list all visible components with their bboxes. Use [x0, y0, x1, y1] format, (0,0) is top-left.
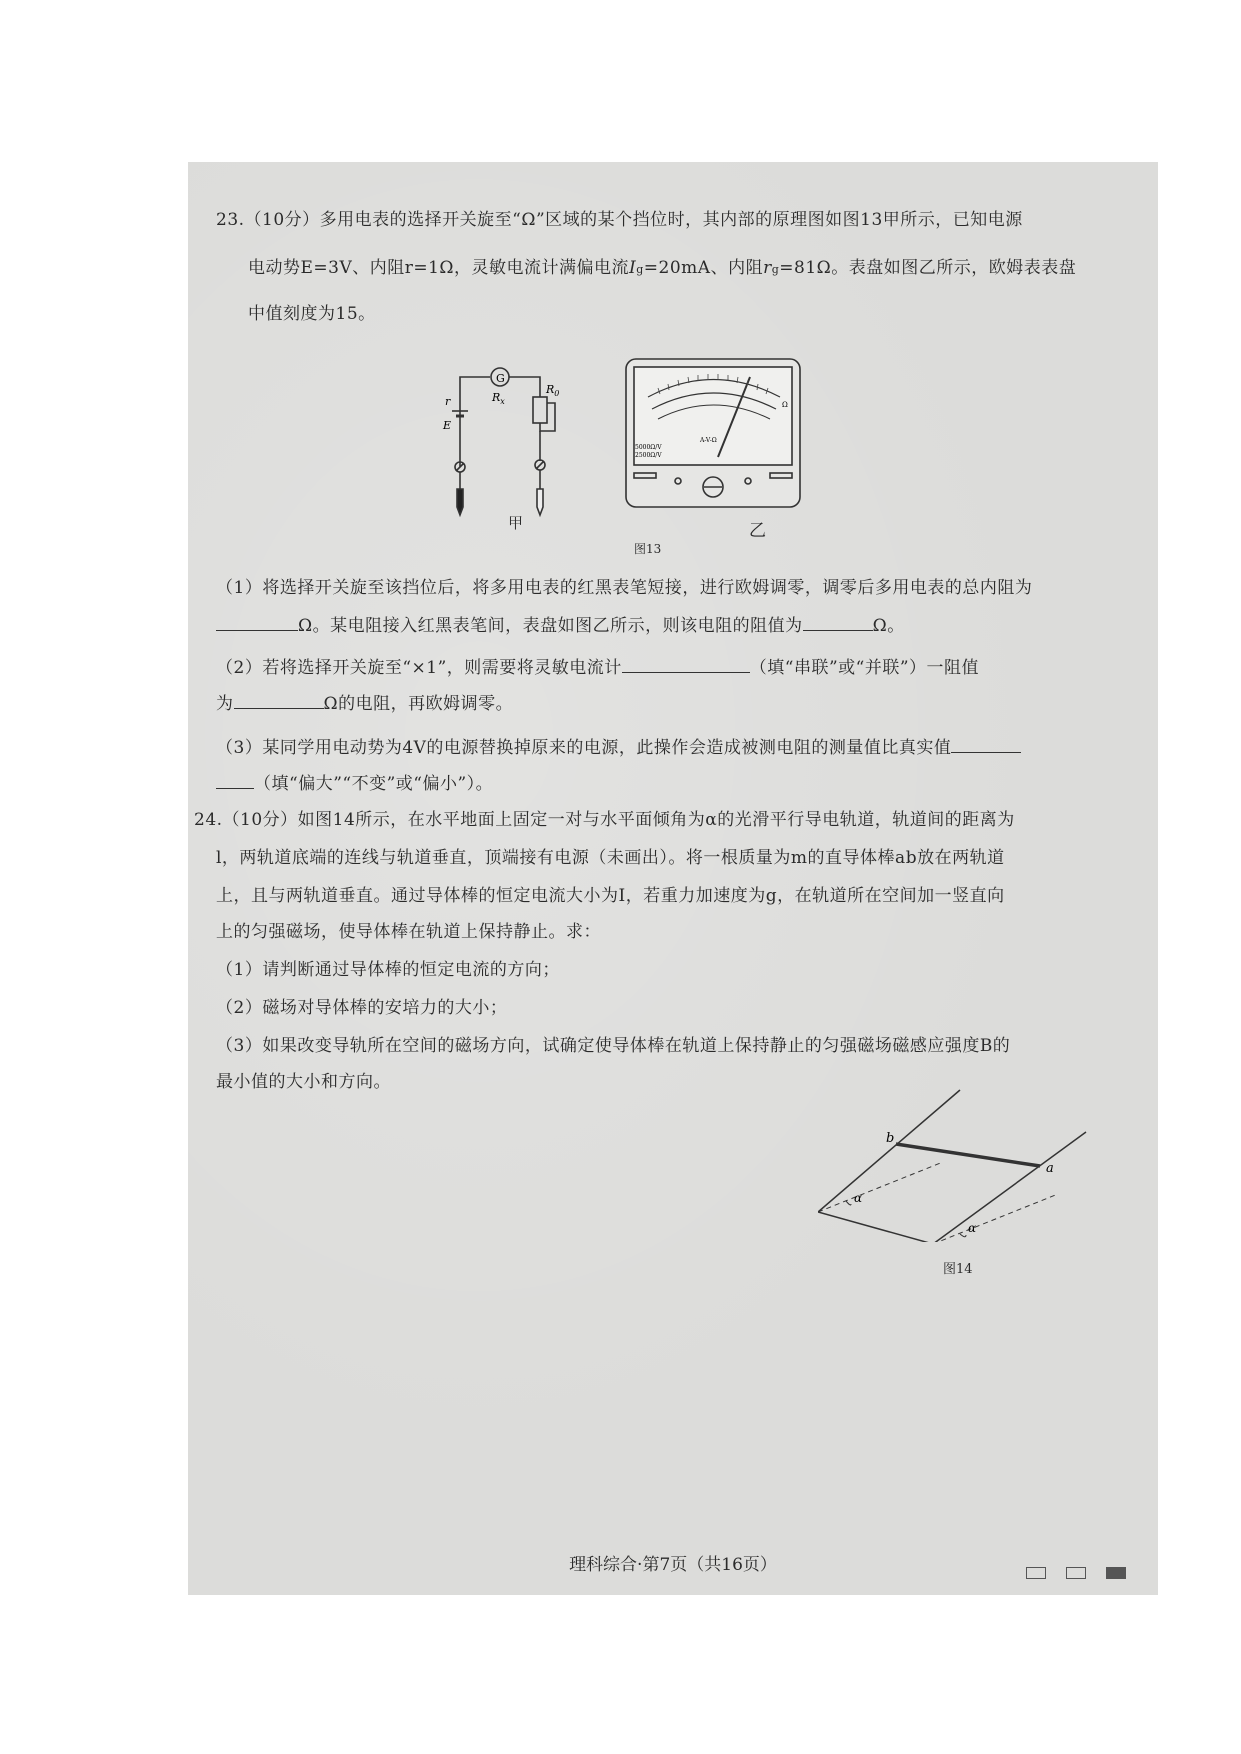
q23-part1-text: Ω。某电阻接入红黑表笔间，表盘如图乙所示，则该电阻的阻值为: [298, 616, 803, 636]
page-marker-box: [1066, 1567, 1086, 1579]
label-rx: $R_x$: [492, 391, 505, 406]
q24-line-2: l，两轨道底端的连线与轨道垂直，顶端接有电源（未画出）。将一根质量为m的直导体棒ab放在两轨道: [216, 848, 1005, 868]
q23-part3-hint: （填“偏大”“不变”或“偏小”）。: [254, 774, 494, 794]
label-r0: $R_0$: [546, 383, 560, 398]
q24-part-3-line2: 最小值的大小和方向。: [216, 1072, 391, 1092]
q23-part2-line2: [216, 690, 513, 716]
q24-part-1: （1）请判断通过导体棒的恒定电流的方向；: [216, 960, 560, 980]
meter-text-1: 5000Ω/V: [635, 444, 662, 451]
label-a: a: [1046, 1161, 1054, 1176]
answer-blank-5-cont[interactable]: [216, 770, 254, 789]
q23-part2-b-post: Ω的电阻，再欧姆调零。: [323, 694, 514, 714]
meter-center-text: A-V-Ω: [700, 437, 717, 444]
conductor-rod: [896, 1144, 1040, 1166]
q23-part3-line2: [216, 770, 493, 796]
q23-part1-unit: Ω。: [872, 616, 905, 636]
ig-symbol: I: [629, 258, 637, 278]
answer-blank-5[interactable]: [951, 734, 1021, 753]
meter-dial: [626, 359, 800, 507]
q23-line-2: [248, 256, 1076, 282]
q24-line-1: 24.（10分）如图14所示，在水平地面上固定一对与水平面倾角为α的光滑平行导电轨道，轨道间的距离为: [194, 810, 1015, 830]
label-alpha-1: α: [854, 1191, 863, 1205]
q23-line-2-c: =81Ω。表盘如图乙所示，欧姆表表盘: [779, 258, 1077, 278]
label-alpha-2: α: [968, 1221, 977, 1235]
page-footer: 理科综合·第7页（共16页）: [569, 1555, 777, 1575]
q23-part2-b-pre: 为: [216, 694, 234, 714]
answer-blank-3[interactable]: [622, 654, 750, 673]
q24-line-3: 上，且与两轨道垂直。通过导体棒的恒定电流大小为I，若重力加速度为g，在轨道所在空间加一竖直向: [216, 886, 1005, 906]
rg-sub: g: [771, 263, 780, 276]
page-marker-box-filled: [1106, 1567, 1126, 1579]
q23-line-3: 中值刻度为15。: [248, 304, 376, 324]
meter-text-2: 2500Ω/V: [635, 452, 662, 459]
label-g: G: [496, 372, 505, 385]
ig-sub: g: [636, 263, 644, 276]
q23-part1-line1: （1）将选择开关旋至该挡位后，将多用电表的红黑表笔短接，进行欧姆调零，调零后多用电表的总内阻为: [216, 578, 1033, 598]
figure-13: [428, 357, 808, 537]
answer-blank-2[interactable]: [803, 612, 873, 631]
q24-line-4: 上的匀强磁场，使导体棒在轨道上保持静止。求：: [216, 922, 601, 942]
q24-part-2: （2）磁场对导体棒的安培力的大小；: [216, 998, 508, 1018]
rg-symbol: r: [763, 258, 772, 278]
caption-yi: 乙: [749, 521, 766, 541]
exam-page: [188, 162, 1158, 1595]
circuit-diagram: [452, 368, 555, 515]
figure-14-caption: 图14: [943, 1262, 973, 1277]
q23-line-2-a: 电动势E=3V、内阻r=1Ω，灵敏电流计满偏电流: [248, 258, 630, 278]
q23-part3-line1: [216, 734, 1021, 760]
q23-part2-pre: （2）若将选择开关旋至“×1”，则需要将灵敏电流计: [216, 658, 622, 678]
answer-blank-4[interactable]: [234, 690, 324, 709]
figure-13-caption: 图13: [634, 542, 662, 556]
q23-line-1: 23.（10分）多用电表的选择开关旋至“Ω”区域的某个挡位时，其内部的原理图如图13甲所示，已知电源: [216, 210, 1023, 230]
meter-omega: Ω: [782, 401, 788, 409]
label-b: b: [886, 1131, 895, 1146]
q23-part2-line1: [216, 654, 979, 680]
caption-jia: 甲: [508, 514, 524, 532]
label-e: E: [443, 419, 452, 432]
label-r: r: [445, 395, 451, 408]
q23-part1-line2: [216, 612, 905, 638]
q23-line-2-b: =20mA、内阻: [643, 258, 764, 278]
q23-part3-text: （3）某同学用电动势为4V的电源替换掉原来的电源，此操作会造成被测电阻的测量值比真实值: [216, 738, 952, 758]
figure-14: [818, 1082, 1118, 1242]
q24-part-3-line1: （3）如果改变导轨所在空间的磁场方向，试确定使导体棒在轨道上保持静止的匀强磁场磁感应强度B的: [216, 1036, 1011, 1056]
q23-part2-post: （填“串联”或“并联”）一阻值: [749, 658, 980, 678]
page-marker-box: [1026, 1567, 1046, 1579]
answer-blank-1[interactable]: [216, 612, 298, 631]
